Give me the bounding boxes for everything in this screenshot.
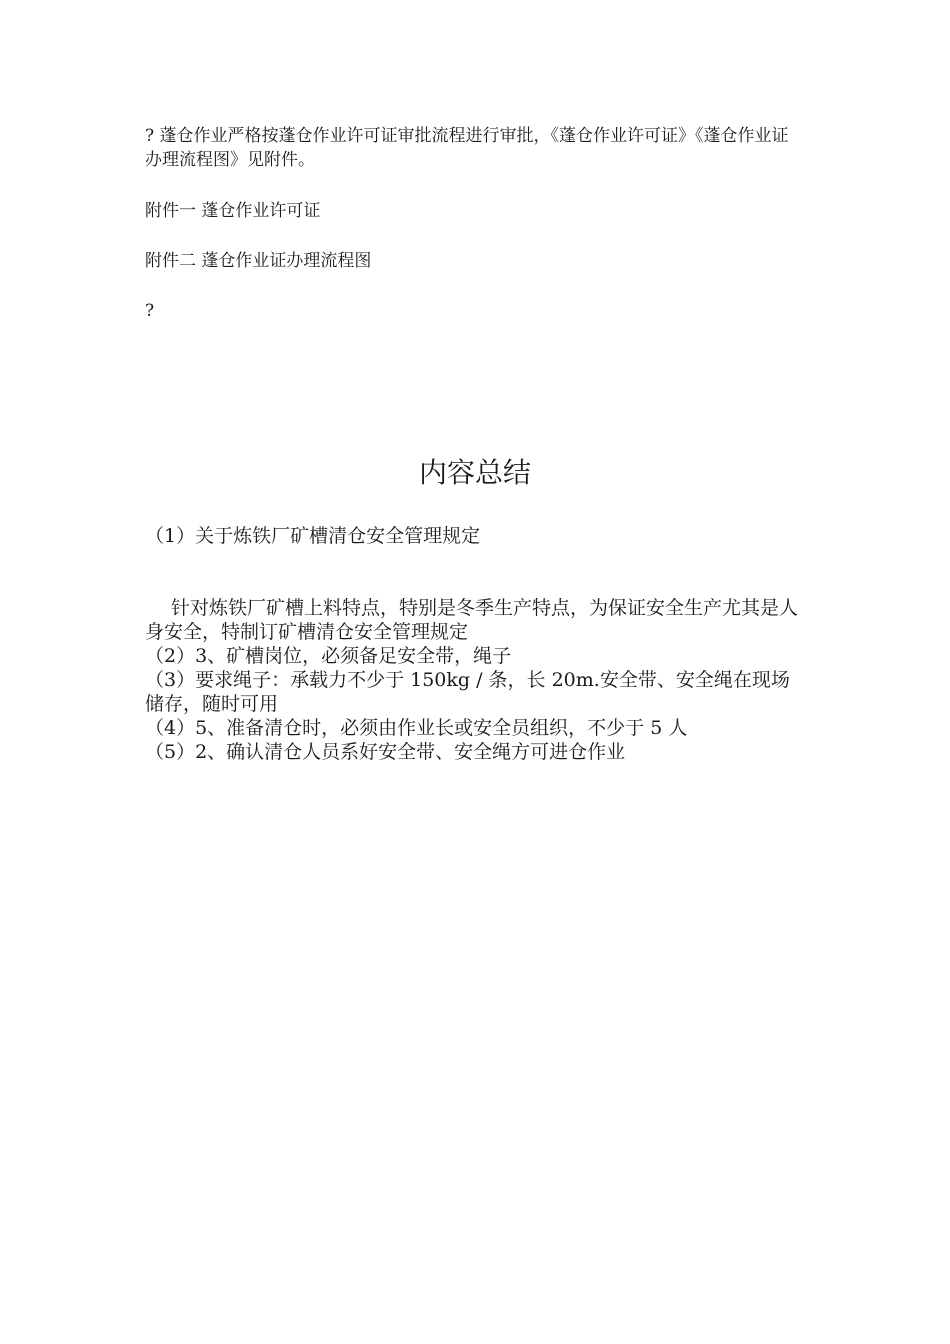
placeholder-mark: ? — [145, 301, 155, 321]
summary-title: 内容总结 — [418, 456, 531, 489]
permit-paragraph: ? 蓬仓作业严格按蓬仓作业许可证审批流程进行审批，《蓬仓作业许可证》《蓬仓作业证办理流程图》见附件。 — [145, 126, 789, 170]
attachment-one: 附件一 蓬仓作业许可证 — [145, 201, 321, 221]
summary-item-4: （4）5、准备清仓时，必须由作业长或安全员组织，不少于 5 人 — [145, 717, 688, 739]
summary-item-3: （3）要求绳子：承载力不少于 150kg / 条，长 20m.安全带、安全绳在现场储存，随时可用 — [145, 669, 790, 715]
summary-item-1: （1）关于炼铁厂矿槽清仓安全管理规定 — [145, 525, 481, 547]
summary-body — [145, 596, 805, 764]
summary-item-2: （2）3、矿槽岗位，必须备足安全带，绳子 — [145, 645, 512, 667]
attachment-two: 附件二 蓬仓作业证办理流程图 — [145, 251, 372, 271]
summary-intro: 针对炼铁厂矿槽上料特点，特别是冬季生产特点，为保证安全生产尤其是人身安全，特制订矿槽清仓安全管理规定 — [145, 597, 799, 643]
summary-item-5: （5）2、确认清仓人员系好安全带、安全绳方可进仓作业 — [145, 741, 626, 763]
